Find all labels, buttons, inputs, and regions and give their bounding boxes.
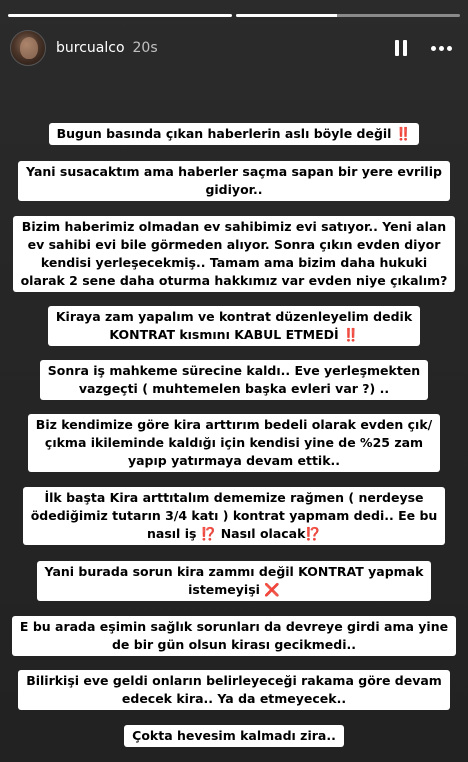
story-progress-bar <box>8 14 460 17</box>
message-row <box>0 725 468 747</box>
progress-segment <box>236 14 460 17</box>
message-row <box>0 360 468 400</box>
post-time: 20s <box>132 40 158 56</box>
pause-icon[interactable] <box>390 37 412 59</box>
avatar[interactable] <box>10 30 46 66</box>
message-bubble: Bilirkişi eve geldi onların belirleyeceği rakama göre devam edecek kira.. Ya da etmeyecek.. <box>18 670 450 710</box>
message-row <box>0 487 468 545</box>
progress-segment <box>8 14 232 17</box>
message-bubble: Kiraya zam yapalım ve kontrat düzenleyelim dedik KONTRAT kısmını KABUL ETMEDİ ‼️ <box>48 306 420 346</box>
username[interactable]: burcualco <box>56 40 125 56</box>
message-bubble: Bizim haberimiz olmadan ev sahibimiz evi satıyor.. Yeni alan ev sahibi evi bile görmeden alıyor. Sonra çıkın evden diyor kendisi yerleşecekmiş.. Tamam ama bizim daha hukuki olarak 2 sene daha oturma hakkımız var evden niye çıkalım? <box>13 216 456 292</box>
message-row <box>0 561 468 601</box>
message-bubble: Yani susacaktım ama haberler saçma sapan bir yere evrilip gidiyor.. <box>18 161 450 201</box>
message-bubble: Biz kendimize göre kira arttırım bedeli olarak evden çık/ çıkma ikileminde kaldığı için kendisi yine de %25 zam yapıp yatırmaya devam ettik.. <box>28 414 440 472</box>
story-header <box>10 28 454 68</box>
message-row <box>0 123 468 145</box>
message-bubble: Çokta hevesim kalmadı zira.. <box>124 725 344 747</box>
message-bubble: Sonra iş mahkeme sürecine kaldı.. Eve yerleşmekten vazgeçti ( muhtemelen başka evleri var ?) .. <box>40 360 428 400</box>
message-bubble: Bugun basında çıkan haberlerin aslı böyle değil ‼️ <box>49 123 420 145</box>
message-bubble: E bu arada eşimin sağlık sorunları da devreye girdi ama yine de bir gün olsun kirası gecikmedi.. <box>12 616 456 656</box>
message-row <box>0 306 468 346</box>
message-row <box>0 414 468 472</box>
message-bubble: İlk başta Kira arttıtalım dememize rağmen ( nerdeyse ödediğimiz tutarın 3/4 katı ) kontrat yapmam dedi.. Ee bu nasıl iş ⁉️ Nasıl olacak⁉️ <box>23 487 446 545</box>
message-row <box>0 616 468 656</box>
message-row <box>0 216 468 292</box>
message-row <box>0 161 468 201</box>
message-row <box>0 670 468 710</box>
message-bubble: Yani burada sorun kira zammı değil KONTRAT yapmak istemeyişi ❌ <box>37 561 432 601</box>
more-horizontal-icon[interactable] <box>428 37 454 59</box>
